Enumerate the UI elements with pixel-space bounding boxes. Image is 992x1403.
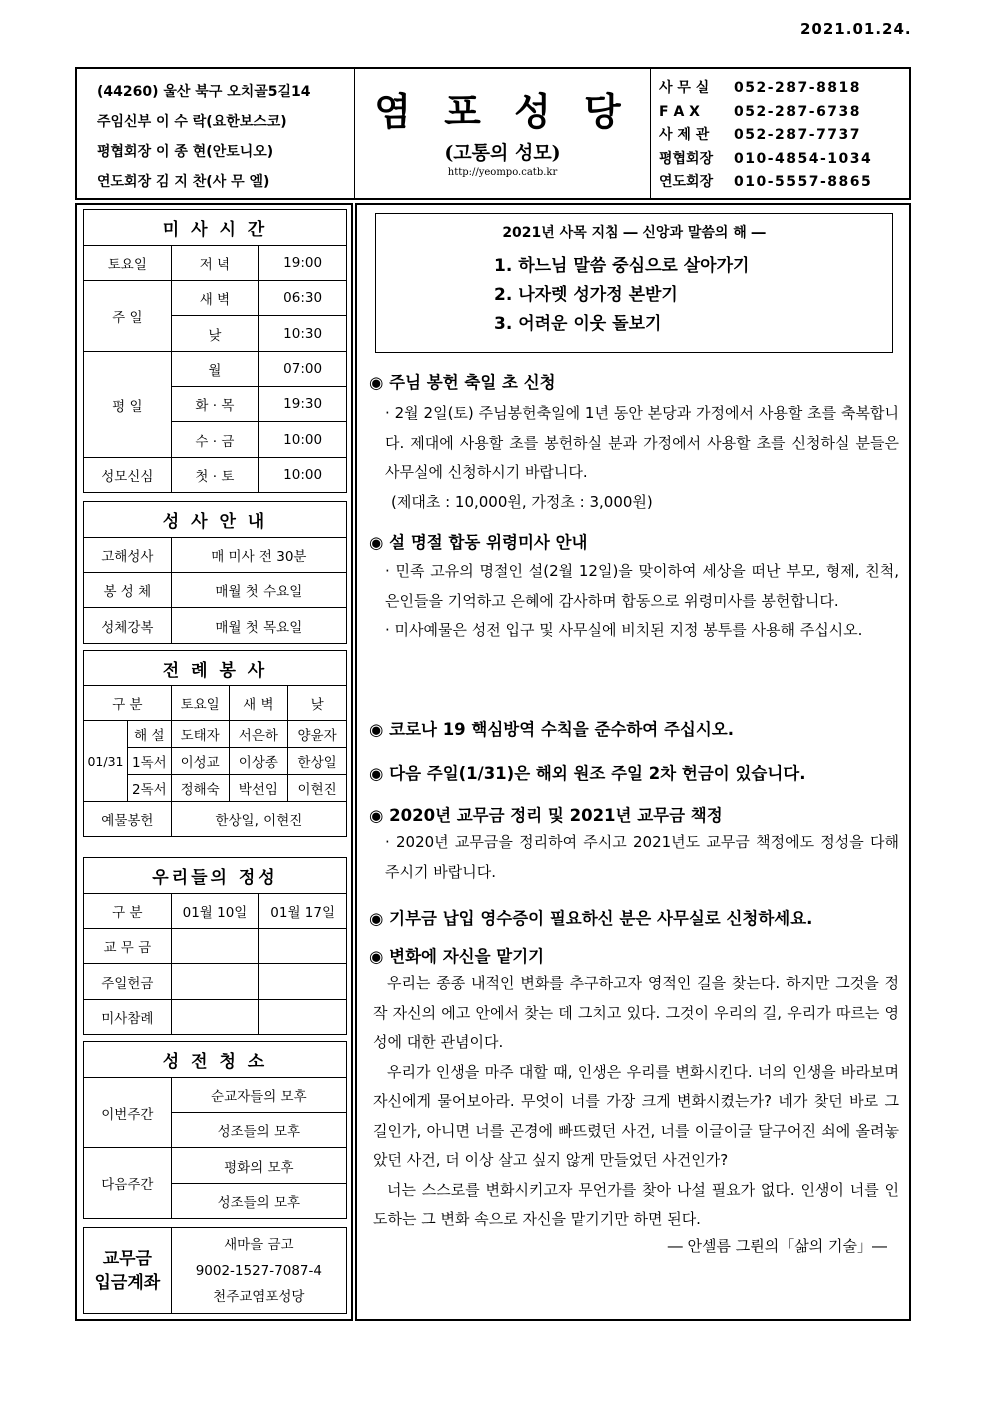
mon-label: 월 bbox=[171, 352, 259, 387]
sun-day-label: 낮 bbox=[171, 316, 259, 352]
mass-times-title: 미 사 시 간 bbox=[84, 210, 347, 246]
sacraments-title: 성 사 안 내 bbox=[84, 502, 347, 538]
this-week-label: 이번주간 bbox=[84, 1078, 172, 1148]
phone-row bbox=[659, 171, 909, 195]
sacrament-value: 매월 첫 목요일 bbox=[171, 608, 346, 644]
notice-title: ◉ 기부금 납입 영수증이 필요하신 분은 사무실로 신청하세요. bbox=[369, 909, 813, 928]
giving-table bbox=[83, 857, 347, 1035]
sunday-label: 주 일 bbox=[84, 281, 172, 352]
sacrament-label: 봉 성 체 bbox=[84, 573, 172, 608]
liturgy-service-table bbox=[83, 650, 347, 837]
sun-dawn-time: 06:30 bbox=[259, 281, 347, 316]
account-label bbox=[84, 1228, 172, 1314]
sat-evening-time: 19:00 bbox=[259, 246, 347, 281]
notice-title: ◉ 2020년 교무금 정리 및 2021년 교무금 책정 bbox=[369, 806, 723, 825]
phone-label: F A X bbox=[659, 103, 700, 120]
notice-title: ◉ 주님 봉헌 축일 초 신청 bbox=[369, 373, 556, 392]
pastor-name: 주임신부 이 수 락(요한보스코) bbox=[97, 114, 287, 130]
phone-label: 연도회장 bbox=[659, 174, 714, 190]
mass-times-table bbox=[83, 209, 347, 493]
giving-col-2: 01월 17일 bbox=[259, 894, 347, 929]
giving-col-label: 구 분 bbox=[84, 894, 172, 929]
sacrament-value: 매 미사 전 30분 bbox=[171, 538, 346, 573]
notice-body: · 미사예물은 성전 입구 및 사무실에 비치된 지정 봉투를 사용해 주십시오. bbox=[385, 621, 863, 639]
phone-number: 010-5557-8865 bbox=[734, 174, 873, 190]
cleaning-title: 성 전 청 소 bbox=[84, 1042, 347, 1078]
account-table bbox=[83, 1227, 347, 1314]
sacrament-label: 성체강복 bbox=[84, 608, 172, 644]
liturgy-sat-name: 정해숙 bbox=[171, 775, 229, 802]
cleaning-group: 평화의 모후 bbox=[171, 1148, 346, 1184]
giving-row-label: 교 무 금 bbox=[84, 929, 172, 964]
reflection-paragraph: 너는 스스로를 변화시키고자 무언가를 찾아 나설 필요가 없다. 인생이 너를 인도하는 그 변화 속으로 자신을 맡기기만 하면 된다. bbox=[373, 1180, 899, 1228]
tue-thu-time: 19:30 bbox=[259, 387, 347, 422]
liturgy-sat-name: 도태자 bbox=[171, 721, 229, 748]
liturgy-dawn-name: 박선임 bbox=[229, 775, 288, 802]
cleaning-group: 순교자들의 모후 bbox=[171, 1078, 346, 1113]
sacrament-label: 고해성사 bbox=[84, 538, 172, 573]
phone-number: 052-287-8818 bbox=[734, 80, 862, 96]
sun-day-time: 10:30 bbox=[259, 316, 347, 352]
reflection-paragraph: 우리는 종종 내적인 변화를 추구하고자 영적인 길을 찾는다. 하지만 그것을 정작 자신의 에고 안에서 찾는 데 그치고 있다. 그것이 우리의 길, 우리가 따르는 영성에 대한 관념이다. bbox=[373, 974, 899, 1051]
saturday-label: 토요일 bbox=[84, 246, 172, 281]
liturgy-col-label: 구 분 bbox=[84, 686, 172, 721]
motto-item: 2. 나자렛 성가정 본받기 bbox=[494, 285, 678, 305]
parish-address: (44260) 울산 북구 오치골5길14 bbox=[97, 84, 311, 100]
phone-number: 052-287-6738 bbox=[734, 103, 862, 120]
church-url[interactable]: http://yeompo.catb.kr bbox=[447, 167, 558, 178]
giving-value bbox=[259, 1000, 347, 1035]
church-name: 염 포 성 당 bbox=[374, 89, 631, 134]
marian-day: 첫 · 토 bbox=[171, 458, 259, 493]
wed-fri-label: 수 · 금 bbox=[171, 422, 259, 458]
notice-body: · 2020년 교무금을 정리하여 주시고 2021년도 교무금 책정에도 정성을 다해 주시기 바랍니다. bbox=[385, 833, 899, 881]
phone-row bbox=[659, 148, 909, 172]
phone-number: 010-4854-1034 bbox=[734, 150, 873, 167]
notice-memorial-mass bbox=[369, 529, 899, 646]
phone-row bbox=[659, 124, 909, 148]
cleaning-group: 성조들의 모후 bbox=[171, 1184, 346, 1219]
cleaning-group: 성조들의 모후 bbox=[171, 1113, 346, 1148]
phone-label: 사 무 실 bbox=[659, 80, 710, 96]
liturgy-dawn-name: 서은하 bbox=[229, 721, 288, 748]
phone-list bbox=[651, 69, 909, 198]
right-column bbox=[355, 203, 911, 1321]
motto-item: 3. 어려운 이웃 돌보기 bbox=[494, 314, 662, 334]
liturgy-col-day: 낮 bbox=[288, 686, 347, 721]
reflection-paragraph: 우리가 인생을 마주 대할 때, 인생은 우리를 변화시킨다. 너의 인생을 바라보며 자신에게 물어보아라. 무엇이 너를 가장 크게 변화시켰는가? 네가 찾던 바로 그 길인가, 아니면 너를 곤경에 빠뜨렸던 사건, 너를 이글이글 달구어진 쇠에 올려놓았던 사건, 더 이상 살고 싶지 않게 만들었던 사건인가? bbox=[373, 1062, 899, 1169]
weekday-label: 평 일 bbox=[84, 352, 172, 458]
bulletin-header bbox=[75, 67, 911, 200]
phone-number: 052-287-7737 bbox=[734, 127, 862, 143]
tue-thu-label: 화 · 목 bbox=[171, 387, 259, 422]
giving-title: 우리들의 정성 bbox=[84, 858, 347, 894]
notice-title: ◉ 코로나 19 핵심방역 수칙을 준수하여 주십시오. bbox=[369, 720, 734, 739]
church-subtitle: (고통의 성모) bbox=[444, 142, 561, 164]
liturgy-col-dawn: 새 벽 bbox=[229, 686, 288, 721]
liturgy-role: 1독서 bbox=[127, 748, 171, 775]
motto-list bbox=[494, 252, 892, 339]
liturgy-day-name: 한상일 bbox=[288, 748, 347, 775]
offering-label: 예물봉헌 bbox=[84, 802, 172, 837]
reflection-source: ― 안셀름 그륀의「삶의 기술」― bbox=[667, 1236, 887, 1255]
reflection-section bbox=[369, 943, 899, 1256]
motto-item: 1. 하느님 말씀 중심으로 살아가기 bbox=[494, 256, 750, 276]
account-label-line2: 입금계좌 bbox=[94, 1272, 161, 1293]
notice-body: · 민족 고유의 명절인 설(2월 12일)을 맞이하여 세상을 떠난 부모, 형제, 친척, 은인들을 기억하고 은혜에 감사하며 합동으로 위령미사를 봉헌합니다. bbox=[385, 562, 899, 610]
account-details bbox=[171, 1228, 346, 1314]
giving-row-label: 미사참례 bbox=[84, 1000, 172, 1035]
liturgy-role: 2독서 bbox=[127, 775, 171, 802]
bank-name: 새마을 금고 bbox=[224, 1236, 294, 1253]
notice-body: · 2월 2일(토) 주님봉헌축일에 1년 동안 본당과 가정에서 사용할 초를 축복합니다. 제대에 사용할 초를 봉헌하실 분과 가정에서 사용할 초를 신청하실 분들은 사무실에 신청하시기 바랍니다. bbox=[385, 404, 899, 481]
account-label-line1: 교무금 bbox=[102, 1248, 152, 1269]
youth-president: 연도회장 김 지 찬(사 무 엘) bbox=[97, 174, 270, 190]
marian-label: 성모신심 bbox=[84, 458, 172, 493]
notice-receipt bbox=[369, 905, 899, 929]
liturgy-title: 전 례 봉 사 bbox=[84, 651, 347, 686]
account-holder: 천주교염포성당 bbox=[213, 1288, 305, 1305]
liturgy-dawn-name: 이상종 bbox=[229, 748, 288, 775]
liturgy-date: 01/31 bbox=[84, 721, 128, 802]
notice-covid bbox=[369, 716, 899, 740]
left-column bbox=[75, 203, 353, 1321]
liturgy-role: 해 설 bbox=[127, 721, 171, 748]
liturgy-col-sat: 토요일 bbox=[171, 686, 229, 721]
wed-fri-time: 10:00 bbox=[259, 422, 347, 458]
notice-tithe bbox=[369, 802, 899, 887]
giving-value bbox=[171, 929, 259, 964]
notice-title: ◉ 다음 주일(1/31)은 해외 원조 주일 2차 헌금이 있습니다. bbox=[369, 764, 806, 783]
sun-dawn-label: 새 벽 bbox=[171, 281, 259, 316]
giving-value bbox=[259, 929, 347, 964]
bulletin-date: 2021.01.24. bbox=[800, 20, 912, 38]
mon-time: 07:00 bbox=[259, 352, 347, 387]
cleaning-table bbox=[83, 1041, 347, 1219]
phone-row bbox=[659, 77, 909, 101]
marian-time: 10:00 bbox=[259, 458, 347, 493]
pastoral-motto-box bbox=[375, 213, 893, 353]
phone-row bbox=[659, 101, 909, 125]
parish-info bbox=[77, 69, 355, 198]
giving-row-label: 주일헌금 bbox=[84, 964, 172, 1000]
giving-value bbox=[259, 964, 347, 1000]
giving-value bbox=[171, 964, 259, 1000]
liturgy-day-name: 양윤자 bbox=[288, 721, 347, 748]
motto-title: 2021년 사목 지침 ― 신앙과 말씀의 해 ― bbox=[502, 225, 766, 241]
account-number: 9002-1527-7087-4 bbox=[195, 1262, 322, 1279]
notice-candlemas bbox=[369, 369, 899, 517]
giving-col-1: 01월 10일 bbox=[171, 894, 259, 929]
sat-evening-label: 저 녁 bbox=[171, 246, 259, 281]
council-president: 평협회장 이 종 현(안토니오) bbox=[97, 144, 274, 160]
reflection-title: ◉ 변화에 자신을 맡기기 bbox=[369, 947, 545, 966]
liturgy-sat-name: 이성교 bbox=[171, 748, 229, 775]
notice-second-collection bbox=[369, 760, 899, 784]
giving-value bbox=[171, 1000, 259, 1035]
next-week-label: 다음주간 bbox=[84, 1148, 172, 1219]
liturgy-day-name: 이현진 bbox=[288, 775, 347, 802]
offering-value: 한상일, 이현진 bbox=[171, 802, 346, 837]
notice-title: ◉ 설 명절 합동 위령미사 안내 bbox=[369, 533, 588, 552]
phone-label: 사 제 관 bbox=[659, 127, 710, 143]
candle-prices: (제대초 : 10,000원, 가정초 : 3,000원) bbox=[391, 492, 653, 511]
phone-label: 평협회장 bbox=[659, 150, 714, 167]
sacrament-value: 매월 첫 수요일 bbox=[171, 573, 346, 608]
parish-title-block bbox=[355, 69, 651, 198]
sacraments-table bbox=[83, 501, 347, 644]
